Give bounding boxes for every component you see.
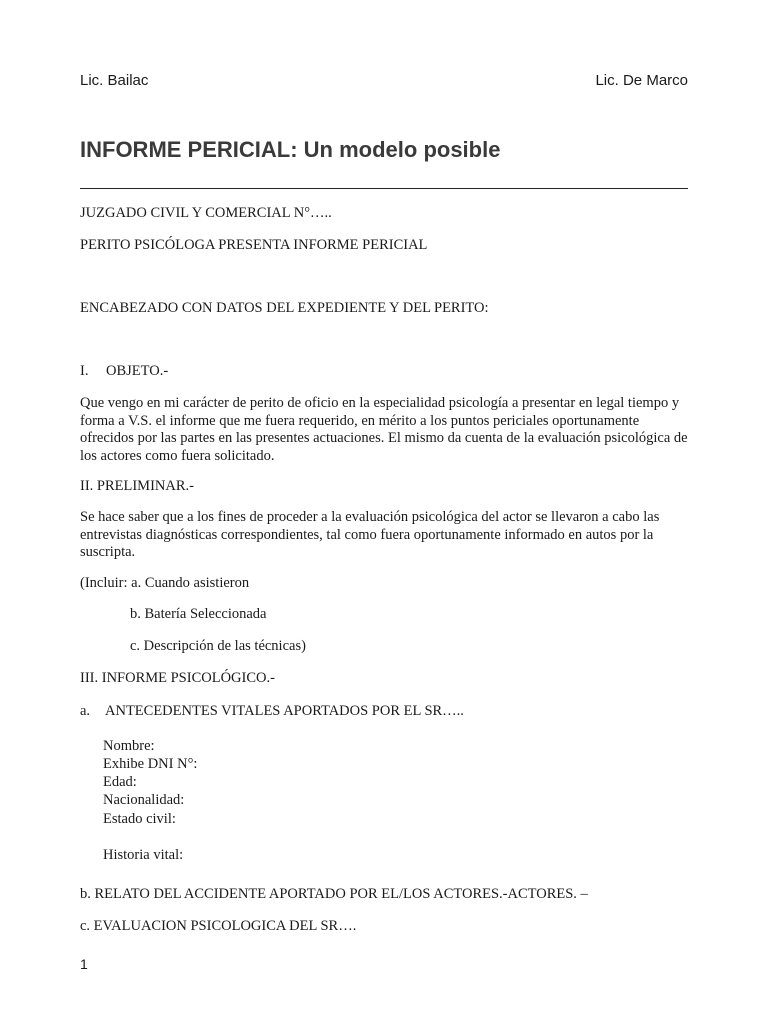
heading-block: ENCABEZADO CON DATOS DEL EXPEDIENTE Y DEL PERITO:	[80, 300, 489, 316]
section-objeto-title: OBJETO.-	[106, 363, 169, 379]
subsection-b-heading: b. RELATO DEL ACCIDENTE APORTADO POR EL/LOS ACTORES.-ACTORES. –	[80, 886, 588, 902]
subsection-a-letter: a.	[80, 703, 91, 719]
section-objeto-heading	[80, 363, 168, 380]
header-author-left: Lic. Bailac	[80, 72, 149, 89]
section-informe-heading: III. INFORME PSICOLÓGICO.-	[80, 670, 275, 686]
subject-line: PERITO PSICÓLOGA PRESENTA INFORME PERICIAL	[80, 237, 428, 253]
section-objeto-body: Que vengo en mi carácter de perito de oficio en la especialidad psicología a presentar en legal tiempo y forma a V.S. el informe que me fuera requerido, en mérito a los puntos periciales oportunamente ofrecidos por las partes en las presentes actuaciones. El mismo da cuenta de la evaluación psicológica de los actores como fuera solicitado.	[80, 395, 688, 464]
field-estado-civil: Estado civil:	[103, 811, 176, 827]
title-divider	[80, 188, 688, 189]
include-item-c: c. Descripción de las técnicas)	[130, 638, 306, 654]
page-number: 1	[80, 956, 88, 972]
subsection-c-heading: c. EVALUACION PSICOLOGICA DEL SR….	[80, 918, 357, 934]
header-author-right: Lic. De Marco	[595, 72, 688, 89]
subsection-a-heading	[80, 703, 464, 720]
include-item-a: (Incluir: a. Cuando asistieron	[80, 575, 250, 591]
field-dni: Exhibe DNI N°:	[103, 756, 198, 772]
section-preliminar-body: Se hace saber que a los fines de proceder a la evaluación psicológica del actor se llevaron a cabo las entrevistas diagnósticas correspondientes, tal como fuera oportunamente informado en autos por la suscripta.	[80, 509, 660, 560]
field-nacionalidad: Nacionalidad:	[103, 792, 185, 808]
field-nombre: Nombre:	[103, 738, 155, 754]
field-historia-vital: Historia vital:	[103, 847, 184, 863]
include-item-b: b. Batería Seleccionada	[130, 606, 267, 622]
section-preliminar-heading: II. PRELIMINAR.-	[80, 478, 194, 494]
field-edad: Edad:	[103, 774, 137, 790]
subsection-a-title: ANTECEDENTES VITALES APORTADOS POR EL SR…..	[105, 703, 464, 719]
document-title: INFORME PERICIAL: Un modelo posible	[80, 137, 501, 162]
court-line: JUZGADO CIVIL Y COMERCIAL N°…..	[80, 205, 332, 221]
section-objeto-number: I.	[80, 363, 89, 379]
